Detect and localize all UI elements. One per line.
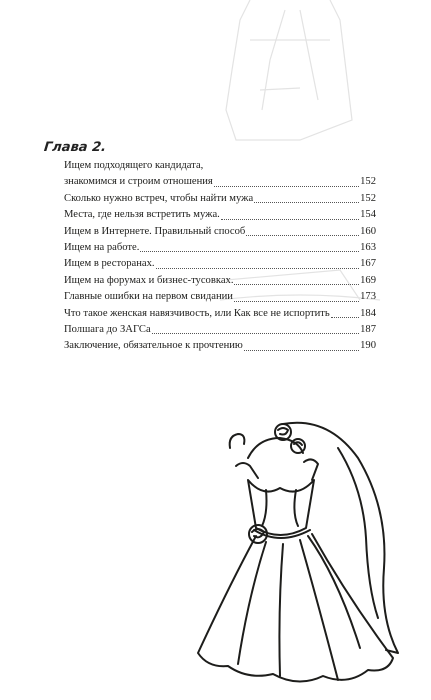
toc-leader-dots bbox=[234, 300, 359, 302]
toc-entry-page: 154 bbox=[360, 209, 376, 221]
toc-entry-title: Ищем подходящего кандидата, bbox=[64, 159, 204, 171]
toc-entry[interactable] bbox=[64, 289, 376, 305]
toc-entry-page: 169 bbox=[360, 274, 376, 286]
toc-entry[interactable] bbox=[64, 174, 376, 190]
toc-entry[interactable] bbox=[64, 207, 376, 223]
table-of-contents bbox=[64, 158, 376, 355]
toc-leader-dots bbox=[331, 316, 359, 318]
toc-leader-dots bbox=[156, 267, 360, 269]
toc-entry-title: Ищем на форумах и бизнес-тусовках. bbox=[64, 274, 234, 286]
toc-entry-page: 173 bbox=[360, 291, 376, 303]
toc-entry-page: 163 bbox=[360, 241, 376, 253]
toc-entry-title: Заключение, обязательное к прочтению bbox=[64, 340, 243, 352]
toc-entry-page: 152 bbox=[360, 176, 376, 188]
wedding-dress-icon bbox=[188, 418, 418, 700]
toc-entry-page: 190 bbox=[360, 340, 376, 352]
toc-entry-page: 160 bbox=[360, 225, 376, 237]
toc-leader-dots bbox=[246, 234, 359, 236]
toc-leader-dots bbox=[152, 332, 359, 334]
toc-entry[interactable] bbox=[64, 224, 376, 240]
toc-entry-title: Сколько нужно встреч, чтобы найти мужа bbox=[64, 192, 254, 204]
toc-leader-dots bbox=[234, 283, 359, 285]
toc-entry[interactable] bbox=[64, 338, 376, 354]
chapter-heading: Глава 2. bbox=[43, 140, 107, 155]
toc-entry[interactable] bbox=[64, 322, 376, 338]
toc-entry[interactable] bbox=[64, 273, 376, 289]
toc-entry[interactable] bbox=[64, 306, 376, 322]
toc-entry-title: Ищем на работе. bbox=[64, 241, 140, 253]
toc-entry-page: 152 bbox=[360, 192, 376, 204]
toc-leader-dots bbox=[221, 218, 359, 220]
toc-entry-title: Что такое женская навязчивость, или Как все не испортить bbox=[64, 307, 330, 319]
toc-entry-page: 187 bbox=[360, 323, 376, 335]
toc-entry-title: Ищем в ресторанах. bbox=[64, 258, 155, 270]
toc-entry-title: Полшага до ЗАГСа bbox=[64, 323, 151, 335]
toc-leader-dots bbox=[140, 250, 359, 252]
toc-entry-title: Главные ошибки на первом свидании bbox=[64, 291, 233, 303]
toc-entry-heading-line bbox=[64, 158, 376, 174]
toc-entry[interactable] bbox=[64, 256, 376, 272]
toc-entry-title: Ищем в Интернете. Правильный способ bbox=[64, 225, 246, 237]
toc-leader-dots bbox=[214, 185, 359, 187]
toc-leader-dots bbox=[254, 201, 359, 203]
show-through-text bbox=[70, 390, 380, 406]
toc-entry-page: 184 bbox=[360, 307, 376, 319]
toc-entry[interactable] bbox=[64, 240, 376, 256]
toc-entry-title: знакомимся и строим отношения bbox=[64, 176, 213, 188]
toc-leader-dots bbox=[244, 349, 359, 351]
toc-entry-page: 167 bbox=[360, 258, 376, 270]
toc-entry[interactable] bbox=[64, 191, 376, 207]
toc-entry-title: Места, где нельзя встретить мужа. bbox=[64, 209, 220, 221]
